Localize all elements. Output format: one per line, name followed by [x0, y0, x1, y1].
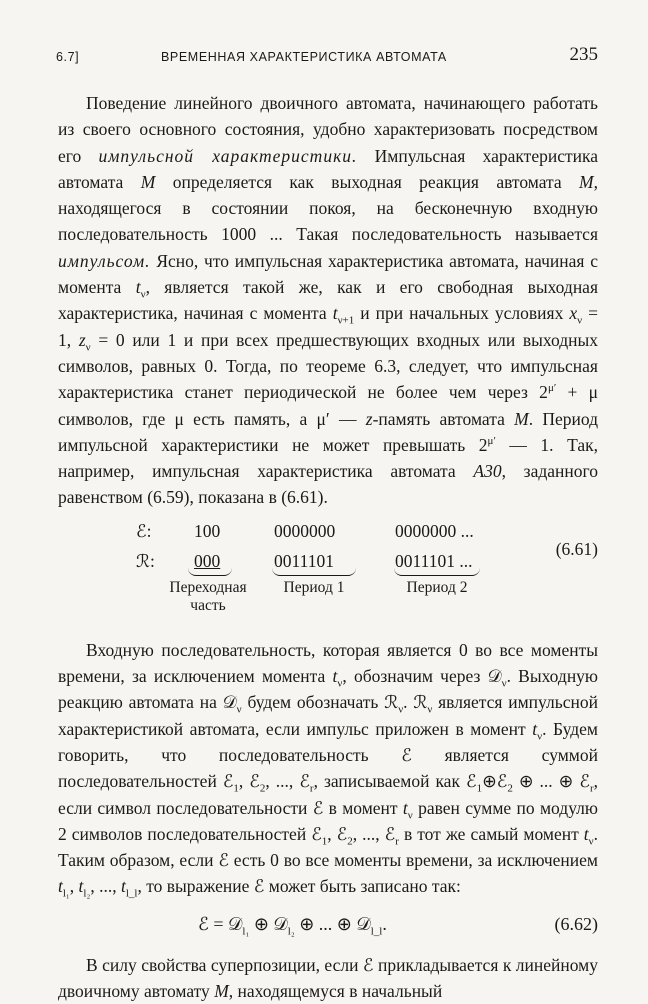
equation-6-62	[58, 900, 598, 952]
paragraph-superposition-property: В силу свойства суперпозиции, если ℰ прикладывается к линейному двоичному автомату M, находящемуся в начальный	[58, 954, 598, 1002]
page-number: 235	[569, 44, 598, 65]
equation-formula: ℰ = 𝒟$_{l_1}$ ⊕ 𝒟$_{l_2}$ ⊕ ... ⊕ 𝒟$_{l\_l}$.	[198, 913, 387, 938]
output-sequence-label: ℛ:	[136, 550, 155, 571]
input-sequence-label: ℰ:	[136, 520, 152, 541]
paragraph-superposition-definition: Входную последовательность, которая является 0 во все моменты времени, за исключением момента $t_\nu$, обозначим через 𝒟$_\nu$. Выходную реакцию автомата на 𝒟$_\nu$ будем обозначать ℛ$_\nu$. ℛ$_\nu$ является импульсной характеристикой автомата, если импульс приложен в момент $t_\nu$. Будем говорить, что последовательность ℰ является суммой последовательностей ℰ$_1$, ℰ$_2$, ..., ℰ$_r$, записываемой как ℰ$_1$⊕ℰ$_2$ ⊕ ... ⊕ ℰ$_r$, если символ последовательности ℰ в момент $t_\nu$ равен сумме по модулю 2 символов последовательностей ℰ$_1$, ℰ$_2$, ..., ℰ$_r$ в тот же самый момент $t_\nu$. Таким образом, если ℰ есть 0 во все моменты времени, за исключением $t_{l_1}$, $t_{l_2}$, ..., $t_{l\_l}$, то выражение ℰ может быть записано так:	[58, 639, 599, 900]
output-period-2: 0011101 ...	[395, 550, 473, 571]
page-header	[58, 40, 598, 70]
equation-number-6-61: (6.61)	[555, 538, 598, 559]
brace-transient	[188, 567, 232, 576]
paragraph-impulse-response: Поведение линейного двоичного автомата, начинающего работать из своего основного состояния, удобно характеризовать посредством его импульсной характеристики. Импульсная характеристика автомата M определяется как выходная реакция автомата M, находящегося в состоянии покоя, на бесконечную входную последовательность 1000 ... Такая последовательность называется импульсом. Ясно, что импульсная характеристика автомата, начиная с момента $t_\nu$, является такой же, как и его свободная выходная характеристика, начиная с момента $t_{\nu+1}$ и при начальных условиях $x_\nu = 1$, $z_\nu = 0$ или 1 и при всех предшествующих входных или выходных символов, равных 0. Тогда, по теореме 6.3, следует, что импульсная характеристика станет периодической не более чем через $2^{\mu'} + \mu$ символов, где μ есть память, а μ′ — z-память автомата M. Период импульсной характеристики не может превышать $2^{\mu'}$ — 1. Так, например, импульсная характеристика автомата A30, заданного равенством (6.59), показана в (6.61).	[58, 93, 599, 508]
brace-period-2	[394, 567, 480, 576]
impulse-diagram-6-61	[58, 511, 598, 637]
caption-transient: Переходная часть	[169, 578, 247, 614]
output-period-1: 0011101	[274, 550, 334, 571]
running-title: ВРЕМЕННАЯ ХАРАКТЕРИСТИКА АВТОМАТА	[161, 50, 447, 64]
caption-period-2: Период 2	[406, 578, 468, 596]
input-period-1: 0000000	[274, 520, 336, 541]
section-number: 6.7]	[56, 50, 80, 64]
input-period-2: 0000000 ...	[395, 520, 474, 541]
input-transient: 100	[194, 520, 221, 541]
book-page	[58, 40, 598, 1004]
caption-period-1: Период 1	[283, 578, 345, 596]
equation-number-6-62: (6.62)	[554, 913, 598, 934]
output-transient: 000	[194, 550, 221, 571]
brace-period-1	[272, 567, 356, 576]
